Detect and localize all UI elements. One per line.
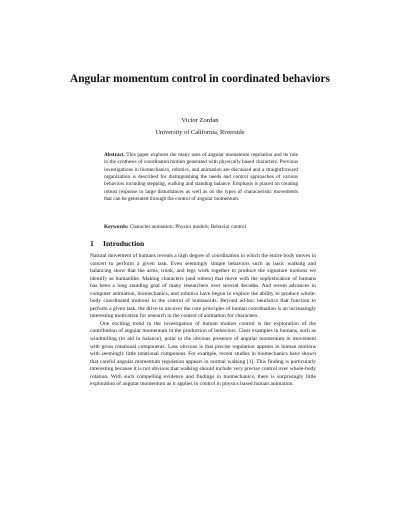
author-name: Victor Zordan — [181, 117, 219, 124]
abstract-text: This paper explores the many uses of angular momentum regulation and its role in the synthesis of coordinated motion generated with physically based characters. Previous investigations in biomechanics, robotics, and animation are discussed and a straightforward organization is described for distinguishing the needs and control approaches of various behaviors including stepping, walking and standing balance. Emphasis is placed on creating robust response to large disturbances as well as on the types of characteristic movements that can be generated through the control of angular momentum. — [104, 152, 298, 203]
keywords-label: Keywords: — [104, 224, 129, 230]
section-heading — [90, 239, 144, 248]
paragraph: One exciting trend in the investigation of human motion control is the exploration of the contribution of angular momentum in the production of behaviors. Clear examples in humans, such as windmilling (to aid in balance), point to the obvious presence of angular momentum in movement with gross rotational components. Less obvious is that precise regulation appears in human motions with seemingly little rotational component. For example, recent studies in biomechanics have shown that careful angular momentum regulation appears in normal walking [1]. This finding is particularly interesting because it is not obvious that walking should include very precise control over whole-body rotation. With such compelling evidence and findings in biomechanics, there is surprisingly little exploration of angular momentum as it applies to control in physics based human animation. — [90, 320, 316, 388]
keywords-text: Character animation; Physics models; Behavior control — [129, 224, 247, 230]
keywords — [104, 224, 304, 231]
abstract-label: Abstract. — [104, 152, 125, 158]
author-affiliation: University of California, Riverside — [155, 129, 245, 136]
section-title: Introduction — [103, 239, 145, 248]
paper-title: Angular momentum control in coordinated behaviors — [70, 73, 330, 85]
abstract — [104, 152, 298, 203]
paragraph: Natural movement of humans reveals a high degree of coordination in which the entire body moves in concert to perform a given task. Even seemingly simple behaviors such as basic walking and balancing show that the arms, trunk, and legs work together to produce the signature motions we identify as humanlike. Making characters (and robots) that move with the sophistication of humans has been a long standing goal of many researchers over several decades. And recent advances in computer animation, biomechanics, and robotics have begun to explore the ability to produce whole-body coordinated motions in the control of humanoids. Beyond ad-hoc heuristics that function to perform a given task, the drive to uncover the core principles of human coordination is an increasingly interesting motivation for research in the control of animation for characters. — [90, 253, 316, 320]
body-text — [90, 253, 316, 389]
section-number: 1 — [90, 239, 94, 248]
